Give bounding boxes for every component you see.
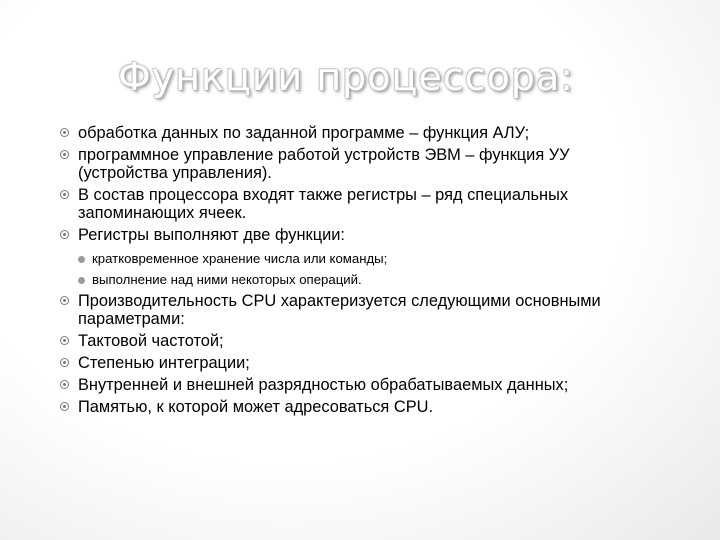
list-item (60, 332, 660, 350)
circle-bullet-icon (60, 296, 69, 305)
list-item-text: Внутренней и внешней разрядностью обрабатываемых данных; (78, 376, 569, 394)
dot-bullet-icon (78, 256, 85, 263)
list-item-text: Регистры выполняют две функции: (78, 226, 345, 244)
circle-bullet-icon (60, 402, 69, 411)
sub-list-item-text: кратковременное хранение числа или команды; (92, 251, 388, 266)
circle-bullet-icon (60, 128, 69, 137)
list-item-text: Производительность CPU характеризуется следующими основными параметрами: (78, 292, 601, 328)
sub-list-item (78, 250, 660, 267)
circle-bullet-icon (60, 380, 69, 389)
slide-title: Функции процессора: (118, 55, 575, 99)
list-item-text: Памятью, к которой может адресоваться CPU. (78, 398, 434, 416)
list-item (60, 376, 660, 394)
list-item (60, 226, 660, 244)
list-item (60, 124, 660, 142)
sub-list (60, 250, 660, 288)
circle-bullet-icon (60, 150, 69, 159)
list-item-text: Тактовой частотой; (78, 332, 224, 350)
list-item-text: программное управление работой устройств ЭВМ – функция УУ (устройства управления). (78, 146, 570, 182)
bullet-list (60, 124, 660, 420)
sub-list-item (78, 271, 660, 288)
list-item (60, 398, 660, 416)
list-item-text: обработка данных по заданной программе – функция АЛУ; (78, 124, 530, 142)
circle-bullet-icon (60, 358, 69, 367)
list-item (60, 292, 660, 328)
list-item (60, 186, 660, 222)
dot-bullet-icon (78, 277, 85, 284)
circle-bullet-icon (60, 190, 69, 199)
list-item-text: В состав процессора входят также регистры – ряд специальных запоминающих ячеек. (78, 186, 569, 222)
sub-list-item-text: выполнение над ними некоторых операций. (92, 272, 362, 287)
circle-bullet-icon (60, 230, 69, 239)
list-item (60, 146, 660, 182)
list-item (60, 354, 660, 372)
circle-bullet-icon (60, 336, 69, 345)
list-item-text: Степенью интеграции; (78, 354, 250, 372)
